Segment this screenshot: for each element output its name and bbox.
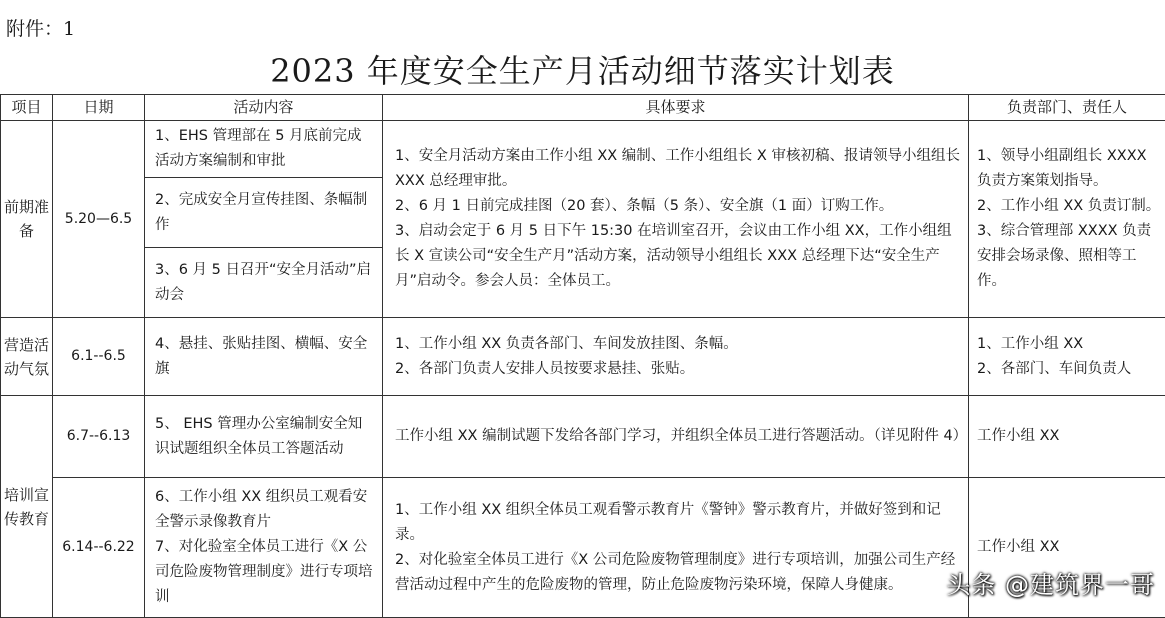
activity-cell: 3、6 月 5 日召开“安全月活动”启动会 <box>145 248 383 318</box>
header-activity: 活动内容 <box>145 95 383 121</box>
activity-cell <box>145 478 383 618</box>
activity-cell: 5、 EHS 管理办公室编制安全知识试题组织全体员工答题活动 <box>145 396 383 478</box>
responsible-item: 1、领导小组副组长 XXXX 负责方案策划指导。 <box>977 144 1161 194</box>
attachment-label: 附件：1 <box>6 14 75 41</box>
responsible-cell: 工作小组 XX <box>969 396 1165 478</box>
table-header-row <box>1 95 1165 121</box>
date-cell: 6.7--6.13 <box>53 396 145 478</box>
responsible-cell <box>969 318 1165 396</box>
requirement-item: 1、安全月活动方案由工作小组 XX 编制、工作小组组长 X 审核初稿、报请领导小组组长 XXX 总经理审批。 <box>395 144 960 194</box>
table-row <box>1 396 1165 478</box>
table-row <box>1 121 1165 178</box>
requirement-item: 2、6 月 1 日前完成挂图（20 套）、条幅（5 条）、安全旗（1 面）订购工作。 <box>395 194 960 219</box>
requirement-item: 3、启动会定于 6 月 5 日下午 15:30 在培训室召开，会议由工作小组 XX，工作小组组长 X 宣读公司“安全生产月”活动方案，活动领导小组组长 XXX 总经理下达“安全生产月”启动令。参会人员：全体员工。 <box>395 219 960 294</box>
requirement-item: 2、对化验室全体员工进行《X 公司危险废物管理制度》进行专项培训，加强公司生产经营活动过程中产生的危险废物的管理，防止危险废物污染环境，保障人身健康。 <box>395 548 960 598</box>
activity-item: 7、对化验室全体员工进行《X 公司危险废物管理制度》进行专项培训 <box>155 535 374 610</box>
activity-cell: 4、悬挂、张贴挂图、横幅、安全旗 <box>145 318 383 396</box>
responsible-item: 1、工作小组 XX <box>977 332 1161 357</box>
responsible-cell: 工作小组 XX <box>969 478 1165 618</box>
header-project: 项目 <box>1 95 53 121</box>
date-cell: 6.14--6.22 <box>53 478 145 618</box>
table-row <box>1 318 1165 396</box>
requirement-item: 2、各部门负责人安排人员按要求悬挂、张贴。 <box>395 357 960 382</box>
project-cell: 培训宣传教育 <box>1 396 53 618</box>
header-date: 日期 <box>53 95 145 121</box>
activity-plan-table <box>0 94 1165 618</box>
activity-item: 6、工作小组 XX 组织员工观看安全警示录像教育片 <box>155 485 374 535</box>
requirements-cell <box>383 318 969 396</box>
date-cell: 5.20—6.5 <box>53 121 145 318</box>
header-requirements: 具体要求 <box>383 95 969 121</box>
responsible-cell <box>969 121 1165 318</box>
requirement-item: 1、工作小组 XX 组织全体员工观看警示教育片《警钟》警示教育片，并做好签到和记录。 <box>395 498 960 548</box>
project-cell: 前期准备 <box>1 121 53 318</box>
header-responsible: 负责部门、责任人 <box>969 95 1165 121</box>
project-cell: 营造活动气氛 <box>1 318 53 396</box>
requirements-cell <box>383 121 969 318</box>
requirement-item: 1、工作小组 XX 负责各部门、车间发放挂图、条幅。 <box>395 332 960 357</box>
watermark: 头条 @建筑界一哥 <box>946 565 1155 600</box>
requirements-cell: 工作小组 XX 编制试题下发给各部门学习，并组织全体员工进行答题活动。（详见附件 4） <box>383 396 969 478</box>
date-cell: 6.1--6.5 <box>53 318 145 396</box>
document-title: 2023 年度安全生产月活动细节落实计划表 <box>0 46 1165 92</box>
responsible-item: 2、各部门、车间负责人 <box>977 357 1161 382</box>
activity-cell: 2、完成安全月宣传挂图、条幅制作 <box>145 178 383 248</box>
responsible-item: 2、工作小组 XX 负责订制。 <box>977 194 1161 219</box>
requirements-cell <box>383 478 969 618</box>
responsible-item: 3、综合管理部 XXXX 负责安排会场录像、照相等工作。 <box>977 219 1161 294</box>
activity-cell: 1、EHS 管理部在 5 月底前完成活动方案编制和审批 <box>145 121 383 178</box>
